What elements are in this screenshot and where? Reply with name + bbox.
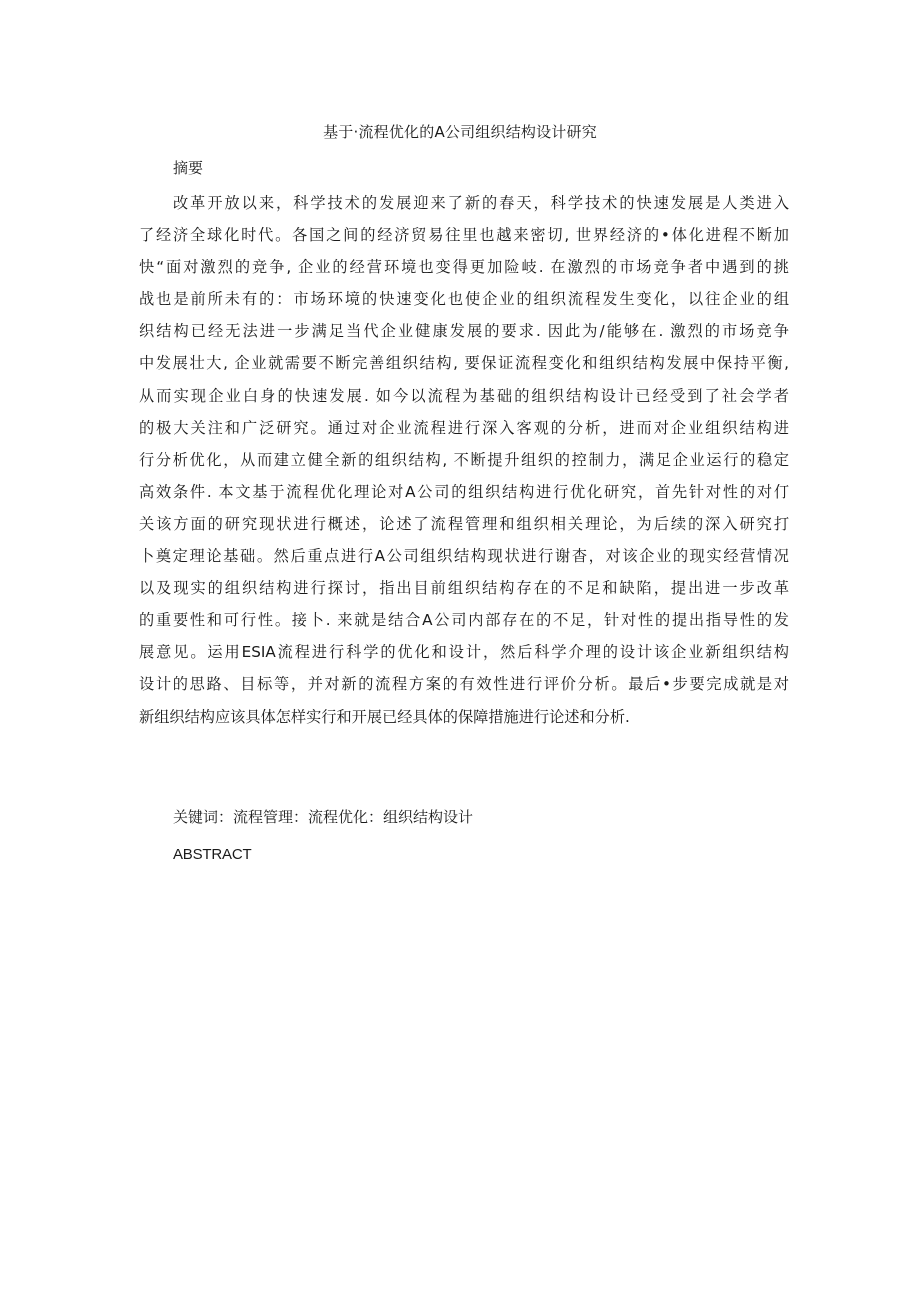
abstract-line: 关该方面的研究现状进行概述，论述了流程管理和组织相关理论，为后续的深入研究打 [139, 514, 789, 533]
abstract-line: 战也是前所未有的：市场环境的快速变化也使企业的组织流程发生变化，以往企业的组 [139, 290, 789, 309]
abstract-heading: 摘要 [173, 159, 204, 177]
abstract-line: 织结构已经无法进一步满足当代企业健康发展的要求. 因此为/能够在. 激烈的市场竞争 [139, 322, 789, 341]
abstract-en-heading: ABSTRACT [173, 846, 252, 863]
abstract-body [139, 187, 789, 733]
abstract-line: 快“面对激烈的竞争, 企业的经营环境也变得更加险岐. 在激烈的市场竞争者中遇到的挑 [139, 258, 789, 277]
abstract-line: 改革开放以来，科学技术的发展迎来了新的春天，科学技术的快速发展是人类进入 [173, 194, 789, 212]
abstract-line: 的极大关注和广泛研究。通过对企业流程进行深入客观的分析，进而对企业组织结构进 [139, 418, 789, 437]
abstract-line: 展意见。运用ESIA流程进行科学的优化和设计，然后科学介理的设计该企业新组织结构 [139, 643, 789, 662]
abstract-line: 的重要性和可行性。接卜. 来就是结合A公司内部存在的不足，针对性的提出指导性的发 [139, 611, 789, 630]
abstract-line: 以及现实的组织结构进行探讨，指出目前组织结构存在的不足和缺陷，提出进一步改革 [139, 579, 789, 598]
abstract-line: 了经济全球化时代。各国之间的经济贸易往里也越来密切, 世界经济的•体化进程不断加 [139, 226, 789, 245]
abstract-line: 中发展壮大, 企业就需要不断完善组织结构, 要保证流程变化和组织结构发展中保持平衡, [139, 354, 789, 373]
document-title: 基于·流程优化的A公司组织结构设计研究 [323, 123, 597, 141]
abstract-line: 卜奠定理论基础。然后重点进行A公司组织结构现状进行谢杳，对该企业的现实经营情况 [139, 547, 789, 566]
abstract-line: 设计的思路、目标等，并对新的流程方案的有效性进行评价分析。最后•步要完成就是对 [139, 675, 789, 694]
abstract-line: 行分析优化，从而建立健全新的组织结构, 不断提升组织的控制力，满足企业运行的稳定 [139, 450, 789, 469]
abstract-line: 高效条件. 本文基于流程优化理论对A公司的组织结构进行优化研究，首先针对性的对仃 [139, 482, 789, 501]
abstract-line: 新组织结构应该具体怎样实行和开展已经具体的保障措施进行论述和分析. [139, 707, 630, 726]
abstract-line: 从而实现企业白身的快速发展. 如今以流程为基础的组织结构设计已经受到了社会学者 [139, 386, 789, 405]
keywords: 关键词：流程管理：流程优化：组织结构设计 [173, 808, 474, 826]
